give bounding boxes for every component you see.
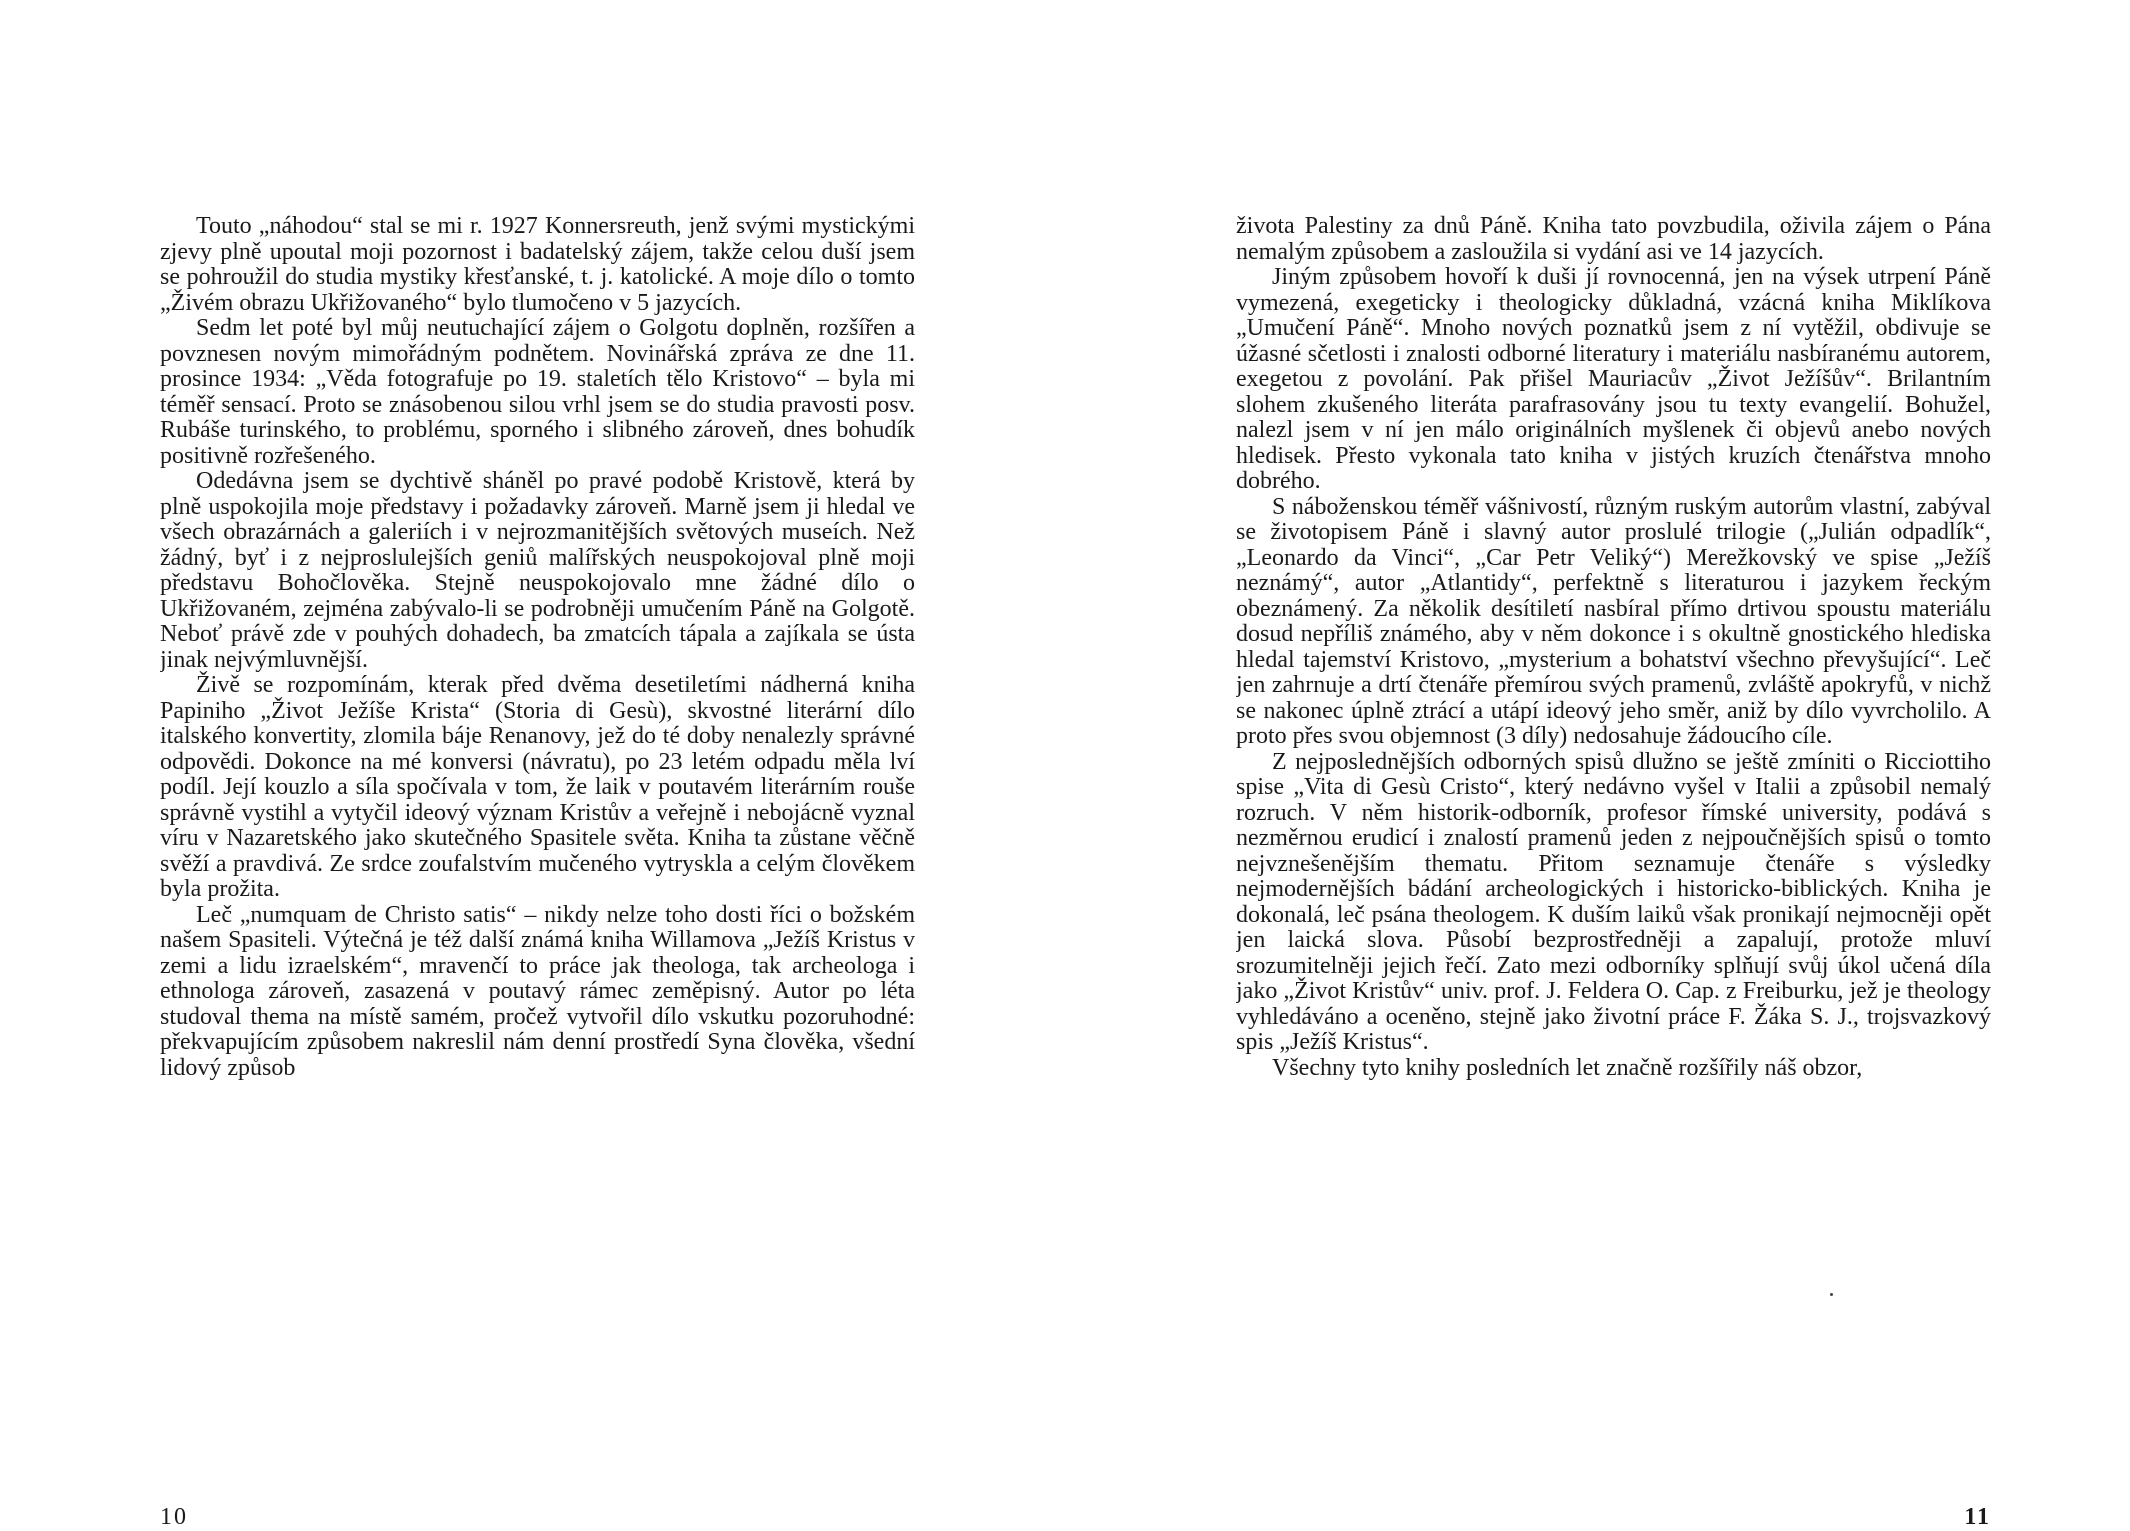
paragraph: Z nejposlednějších odborných spisů dlužno se ještě zmíniti o Ricciottiho spise „Vita di Gesù Cristo“, který nedávno vyšel v Italii a způsobil nemalý rozruch. V něm historik-odborník, profesor římské university, podává s nezměrnou erudicí i znalostí pramenů jeden z nejpoučnějších spisů o tomto nejvznešenějším thematu. Přitom seznamuje čtenáře s výsledky nejmodernějších bádání archeologických i historicko-biblických. Kniha je dokonalá, leč psána theologem. K duším laiků však pronikají nejmocněji opět jen laická slova. Působí bezprostředněji a zapalují, protože mluví srozumitelněji jejich řečí. Zato mezi odborníky splňují svůj úkol učená díla jako „Život Kristův“ univ. prof. J. Feldera O. Cap. z Freiburku, jež je theology vyhledáváno a oceněno, stejně jako životní práce F. Žáka S. J., trojsvazkový spis „Ježíš Kristus“. [1236,748,1991,1055]
page-number-right: 11 [1964,1504,1991,1530]
paragraph: Odedávna jsem se dychtivě sháněl po pravé podobě Kristově, která by plně uspokojila moje představy i požadavky zároveň. Marně jsem ji hledal ve všech obrazárnách a galeriích i v nejrozmanitějších světových museích. Než žádný, byť i z nejproslulejších geniů malířských neuspokojoval plně moji představu Bohočlověka. Stejně neuspokojovalo mne žádné dílo o Ukřižovaném, zejména zabývalo-li se podrobněji umučením Páně na Golgotě. Neboť právě zde v pouhých dohadech, ba zmatcích tápala a zajíkala se ústa jinak nejvýmluvnější. [160,468,915,673]
paragraph: Jiným způsobem hovoří k duši jí rovnocenná, jen na výsek utrpení Páně vymezená, exegeticky i theologicky důkladná, vzácná kniha Miklíkova „Umučení Páně“. Mnoho nových poznatků jsem z ní vytěžil, obdivuje se úžasné sčetlosti i znalosti odborné literatury i materiálu nasbíranému autorem, exegetou z povolání. Pak přišel Mauriacův „Život Ježíšův“. Brilantním slohem zkušeného literáta parafrasovány jsou tu texty evangelií. Bohužel, nalezl jsem v ní jen málo originálních myšlenek či objevů anebo nových hledisek. Přesto vykonala tato kniha v jistých kruzích čtenářstva mnoho dobrého. [1236,264,1991,494]
right-page-text [1236,214,1991,1260]
paragraph: Touto „náhodou“ stal se mi r. 1927 Konnersreuth, jenž svými mystickými zjevy plně upoutal moji pozornost i badatelský zájem, takže celou duší jsem se pohroužil do studia mystiky křesťanské, t. j. katolické. A moje dílo o tomto „Živém obrazu Ukřižovaného“ bylo tlumočeno v 5 jazycích. [160,214,915,316]
left-page [160,214,915,1530]
paragraph: Živě se rozpomínám, kterak před dvěma desetiletími nádherná kniha Papiniho „Život Ježíše Krista“ (Storia di Gesù), skvostné literární dílo italského konvertity, zlomila báje Renanovy, jež do té doby nenalezly správné odpovědi. Dokonce na mé konversi (návratu), po 23 letém odpadu měla lví podíl. Její kouzlo a síla spočívala v tom, že laik v poutavém literárním rouše správně vystihl a vytyčil ideový význam Kristův a veřejně i nebojácně vyznal víru v Nazaretského jako skutečného Spasitele světa. Kniha ta zůstane věčně svěží a pravdivá. Ze srdce zoufalstvím mučeného vytryskla a celým člověkem byla prožita. [160,672,915,902]
paragraph: S náboženskou téměř vášnivostí, různým ruským autorům vlastní, zabýval se životopisem Páně i slavný autor proslulé trilogie („Julián odpadlík“, „Leonardo da Vinci“, „Car Petr Veliký“) Merežkovský ve spise „Ježíš neznámý“, autor „Atlantidy“, perfektně s literaturou i jazykem řeckým obeznámený. Za několik desítiletí nasbíral přímo drtivou spoustu materiálu dosud nepříliš známého, aby v něm dokonce i s okultně gnostického hlediska hledal tajemství Kristovo, „mysterium a bohatství všechno převyšující“. Leč jen zahrnuje a drtí čtenáře přemírou svých pramenů, zvláště apokryfů, v nichž se nakonec úplně ztrácí a utápí ideový jeho směr, aniž by dílo vyvrcholilo. A proto přes svou objemnost (3 díly) nedosahuje žádoucího cíle. [1236,493,1991,749]
page-number-left: 10 [160,1504,188,1530]
paragraph: Sedm let poté byl můj neutuchající zájem o Golgotu doplněn, rozšířen a povznesen novým mimořádným podnětem. Novinářská zpráva ze dne 11. prosince 1934: „Věda fotografuje po 19. staletích tělo Kristovo“ – byla mi téměř sensací. Proto se znásobenou silou vrhl jsem se do studia pravosti posv. Rubáše turinského, to problému, sporného i slibného zároveň, dnes bohudík positivně rozřešeného. [160,315,915,469]
paragraph: Všechny tyto knihy posledních let značně rozšířily náš obzor, [1272,1054,1863,1081]
paragraph: Leč „numquam de Christo satis“ – nikdy nelze toho dosti říci o božském našem Spasiteli. Výtečná je též další známá kniha Willamova „Ježíš Kristus v zemi a lidu izraelském“, mravenčí to práce jak theologa, tak archeologa i ethnologa zároveň, zasazená v poutavý rámec zeměpisný. Autor po léta studoval thema na místě samém, pročež vytvořil dílo vskutku pozoruhodné: překvapujícím způsobem nakreslil nám denní prostředí Syna člověka, všední lidový způsob [160,901,915,1081]
left-page-text [160,214,915,1260]
paragraph: života Palestiny za dnů Páně. Kniha tato povzbudila, oživila zájem o Pána nemalým způsobem a zasloužila si vydání asi ve 14 jazycích. [1236,214,1991,265]
right-page [1236,214,1991,1530]
print-speck [1830,1293,1833,1296]
